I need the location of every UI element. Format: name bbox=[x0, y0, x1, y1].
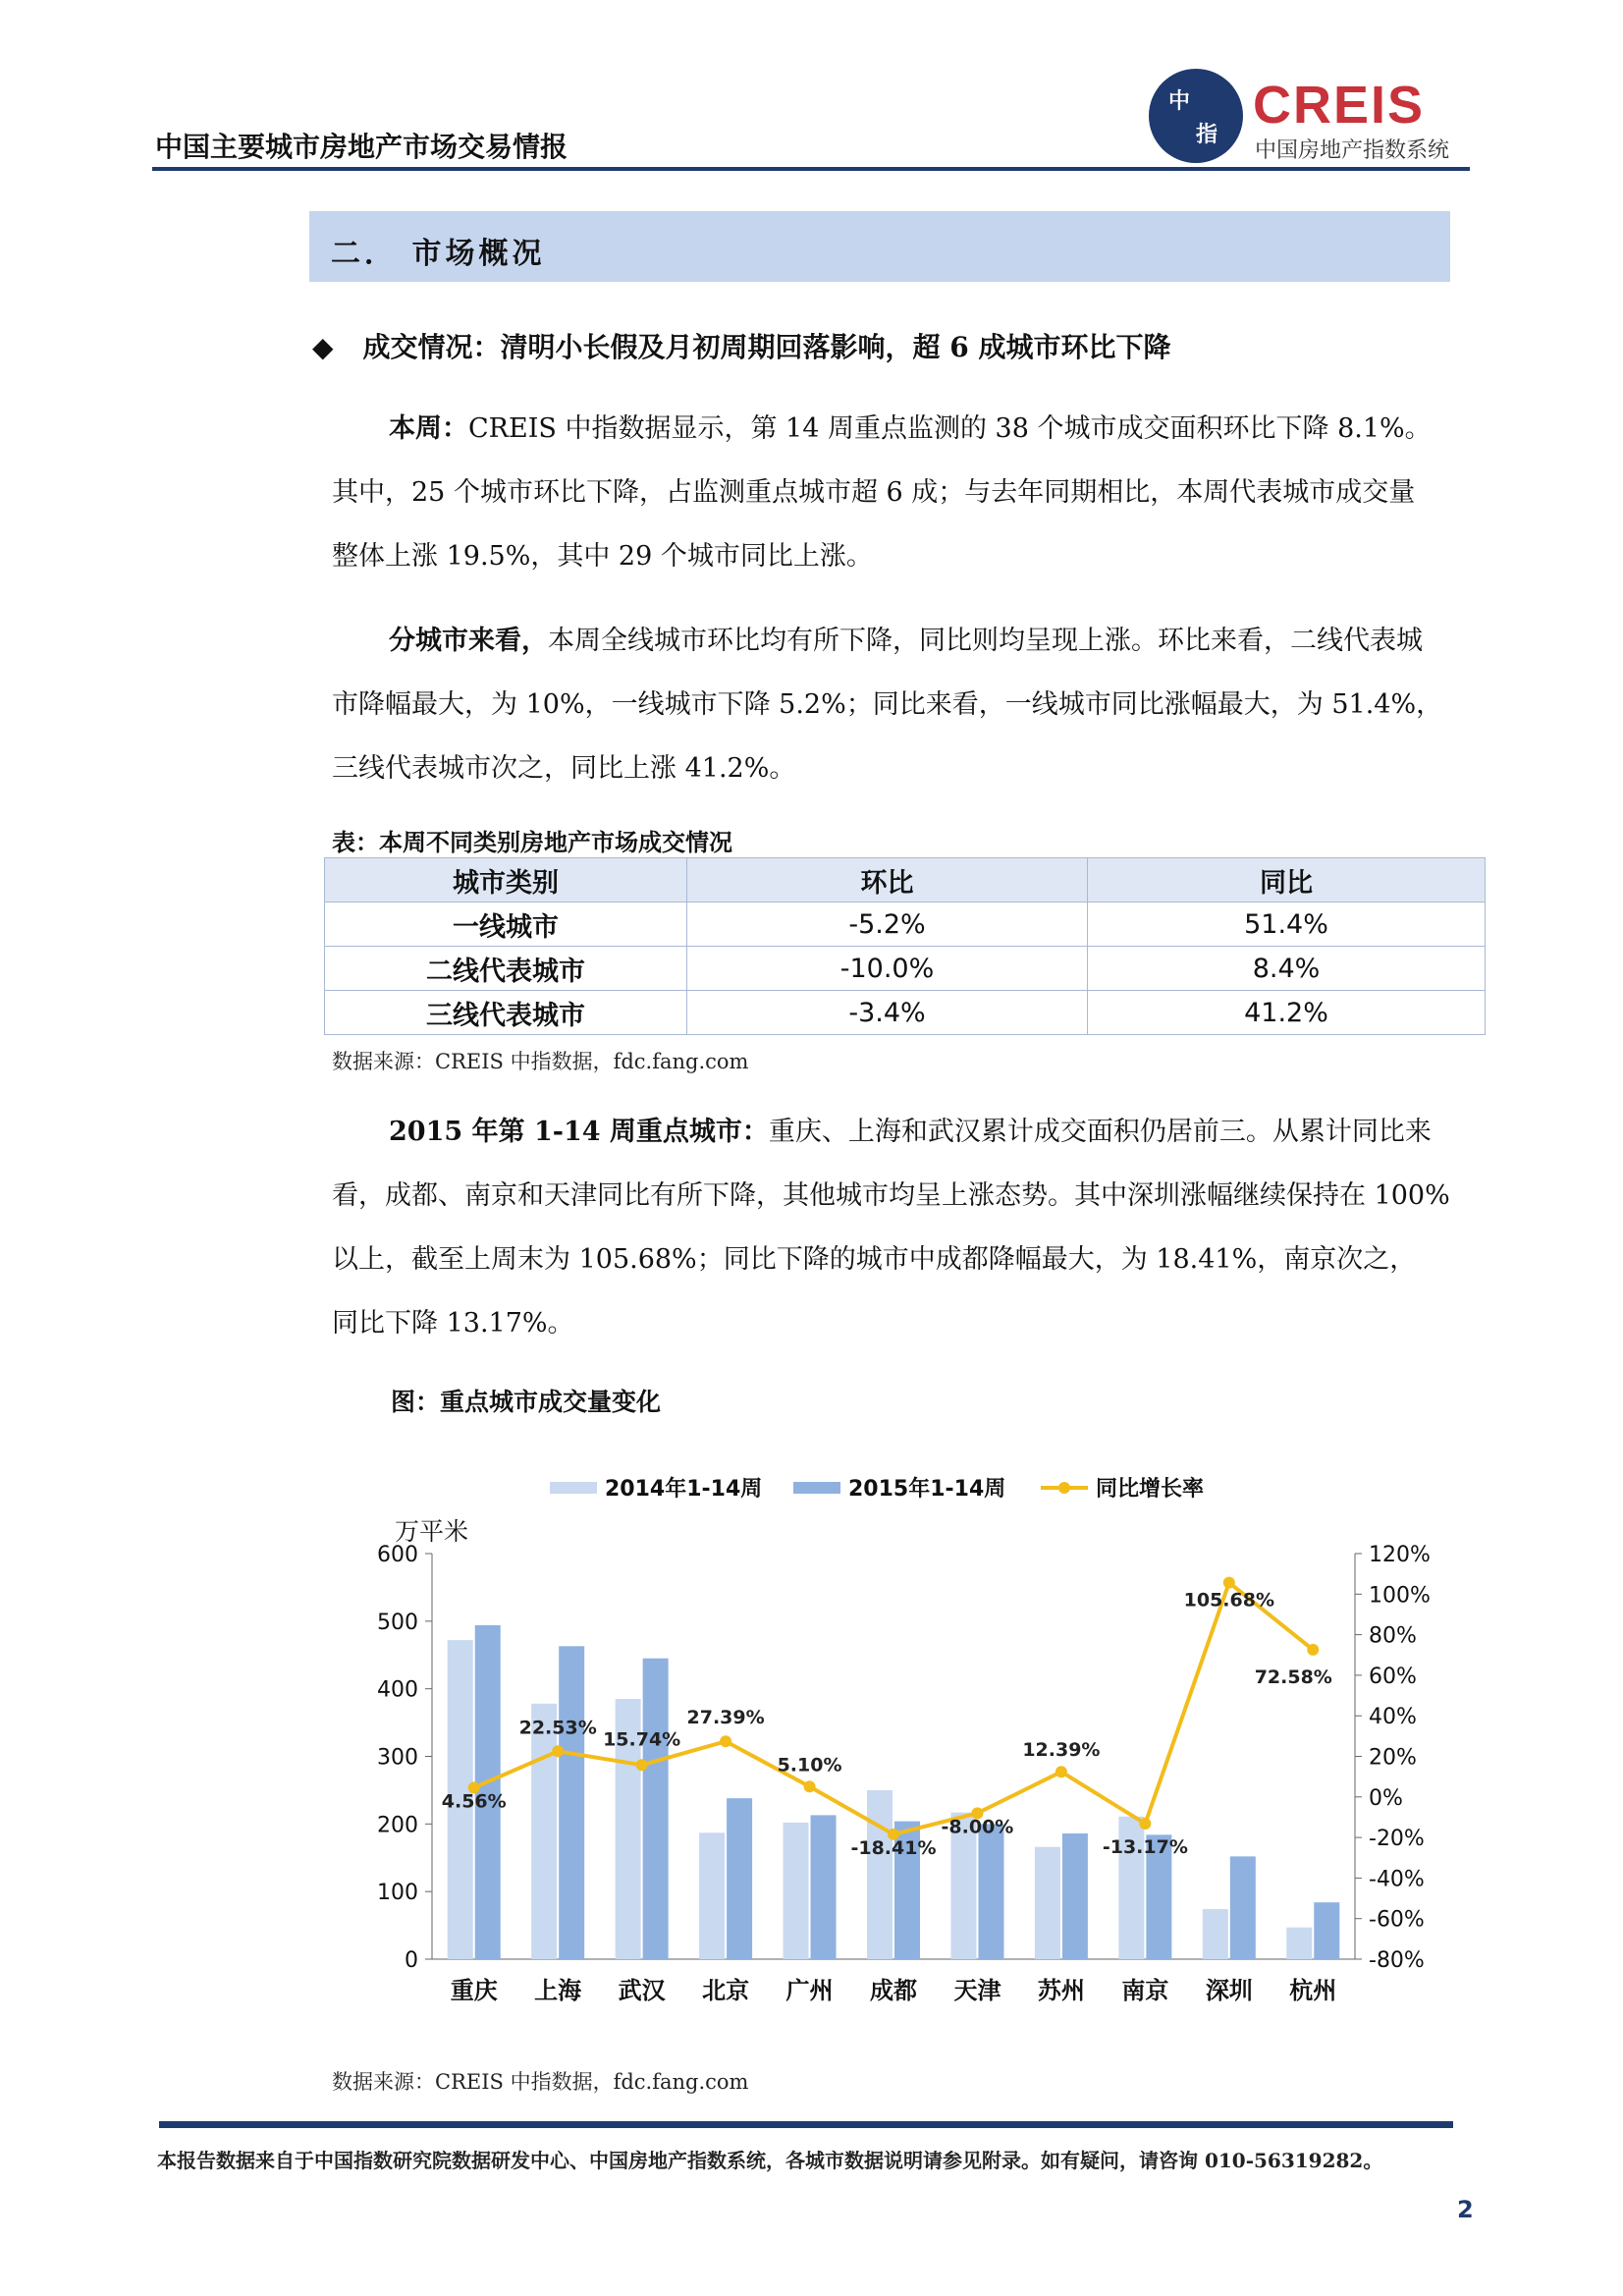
y2-tick-label: 20% bbox=[1369, 1745, 1417, 1771]
y2-tick-label: 60% bbox=[1369, 1664, 1417, 1689]
x-tick-label: 苏州 bbox=[1037, 1976, 1085, 2004]
diamond-bullet-icon: ◆ bbox=[312, 331, 334, 363]
bar bbox=[784, 1823, 809, 1959]
bar bbox=[978, 1824, 1003, 1959]
bar bbox=[727, 1798, 752, 1959]
logo-glyph: 中 bbox=[1168, 89, 1191, 114]
legend-label: 同比增长率 bbox=[1096, 1477, 1205, 1502]
data-label: -13.17% bbox=[1102, 1835, 1188, 1858]
data-label: 72.58% bbox=[1254, 1666, 1332, 1688]
bar bbox=[531, 1704, 557, 1959]
x-tick-label: 成都 bbox=[870, 1976, 917, 2004]
creis-logo bbox=[1149, 69, 1473, 167]
y-tick-label: 100 bbox=[377, 1881, 418, 1906]
legend-swatch bbox=[793, 1482, 840, 1494]
growth-point bbox=[1055, 1766, 1067, 1777]
column-header: 城市类别 bbox=[325, 858, 687, 902]
bar bbox=[867, 1790, 893, 1959]
para-line: 同比下降 13.17%。 bbox=[332, 1308, 574, 1339]
y2-tick-label: 40% bbox=[1369, 1705, 1417, 1730]
para-text: CREIS 中指数据显示，第 14 周重点监测的 38 个城市成交面积环比下降 8.1%。 bbox=[468, 413, 1432, 444]
figure-caption: 图：重点城市成交量变化 bbox=[391, 1388, 662, 1416]
logo-subtitle: 中国房地产指数系统 bbox=[1255, 138, 1450, 163]
header-divider bbox=[152, 167, 1470, 171]
para-lead: 2015 年第 1-14 周重点城市： bbox=[389, 1117, 769, 1147]
city-volume-chart bbox=[353, 1453, 1453, 2023]
column-header: 环比 bbox=[687, 858, 1088, 902]
table-source: 数据来源：CREIS 中指数据，fdc.fang.com bbox=[332, 1050, 749, 1073]
table-cell: 51.4% bbox=[1088, 902, 1486, 947]
para-lead: 本周： bbox=[389, 413, 468, 444]
report-title: 中国主要城市房地产市场交易情报 bbox=[155, 131, 568, 163]
data-label: 4.56% bbox=[441, 1790, 507, 1813]
para-line: 整体上涨 19.5%，其中 29 个城市同比上涨。 bbox=[332, 541, 873, 572]
x-tick-label: 杭州 bbox=[1289, 1976, 1337, 2004]
section-heading bbox=[309, 211, 1450, 282]
data-label: 22.53% bbox=[518, 1717, 597, 1739]
growth-point bbox=[804, 1780, 816, 1792]
data-label: 27.39% bbox=[686, 1707, 765, 1729]
data-label: 5.10% bbox=[777, 1754, 842, 1777]
growth-point bbox=[636, 1759, 648, 1771]
logo-glyph: 指 bbox=[1196, 123, 1218, 147]
y-tick-label: 0 bbox=[405, 1948, 418, 1973]
growth-point bbox=[1307, 1644, 1319, 1656]
paragraph-weekly bbox=[332, 397, 1471, 588]
para-line: 其中，25 个城市环比下降，占监测重点城市超 6 成；与去年同期相比，本周代表城市成交量 bbox=[332, 477, 1416, 508]
page-number: 2 bbox=[1457, 2196, 1474, 2223]
y-axis-title: 万平米 bbox=[395, 1517, 469, 1546]
growth-point bbox=[1223, 1577, 1235, 1589]
para-text: 本周全线城市环比均有所下降，同比则均呈现上涨。环比来看，二线代表城 bbox=[548, 626, 1423, 656]
growth-point bbox=[552, 1745, 564, 1757]
bullet-heading bbox=[312, 326, 1171, 365]
table-cell: -5.2% bbox=[687, 902, 1088, 947]
para-lead: 分城市来看， bbox=[389, 626, 548, 656]
table-row bbox=[325, 991, 1486, 1035]
table-cell: 三线代表城市 bbox=[325, 991, 687, 1035]
column-header: 同比 bbox=[1088, 858, 1486, 902]
table-cell: -10.0% bbox=[687, 947, 1088, 991]
bar bbox=[1230, 1856, 1256, 1959]
legend-label: 2015年1-14周 bbox=[848, 1477, 1006, 1502]
bar bbox=[559, 1646, 584, 1959]
table-header-row bbox=[325, 858, 1486, 902]
y-tick-label: 400 bbox=[377, 1677, 418, 1703]
footer-divider bbox=[159, 2121, 1453, 2128]
x-tick-label: 上海 bbox=[534, 1976, 582, 2004]
growth-point bbox=[720, 1735, 731, 1747]
para-line: 看，成都、南京和天津同比有所下降，其他城市均呈上涨态势。其中深圳涨幅继续保持在 100% bbox=[332, 1180, 1450, 1211]
x-tick-label: 武汉 bbox=[618, 1976, 666, 2004]
data-label: -18.41% bbox=[850, 1836, 937, 1859]
table-cell: 41.2% bbox=[1088, 991, 1486, 1035]
footer-note: 本报告数据来自于中国指数研究院数据研发中心、中国房地产指数系统，各城市数据说明请参见附录。如有疑问，请咨询 010-56319282。 bbox=[157, 2149, 1383, 2172]
y2-tick-label: -40% bbox=[1369, 1867, 1425, 1892]
table-cell: 一线城市 bbox=[325, 902, 687, 947]
para-line bbox=[332, 1100, 1471, 1164]
bar bbox=[1286, 1928, 1312, 1959]
y2-tick-label: 120% bbox=[1369, 1543, 1431, 1567]
paragraph-by-city bbox=[332, 609, 1471, 800]
logo-brand: CREIS bbox=[1253, 76, 1426, 135]
bullet-text: 成交情况：清明小长假及月初周期回落影响，超 6 成城市环比下降 bbox=[362, 331, 1171, 363]
legend-swatch bbox=[550, 1482, 597, 1494]
para-line bbox=[332, 397, 1471, 461]
y2-tick-label: 100% bbox=[1369, 1583, 1431, 1609]
growth-point bbox=[1139, 1818, 1151, 1830]
para-line: 三线代表城市次之，同比上涨 41.2%。 bbox=[332, 753, 796, 784]
y-tick-label: 300 bbox=[377, 1745, 418, 1771]
y-tick-label: 600 bbox=[377, 1543, 418, 1567]
bar bbox=[811, 1815, 837, 1959]
y2-tick-label: -20% bbox=[1369, 1827, 1425, 1852]
y2-tick-label: -80% bbox=[1369, 1948, 1425, 1973]
x-tick-label: 重庆 bbox=[450, 1976, 498, 2004]
transaction-table bbox=[324, 857, 1486, 1035]
legend-swatch bbox=[1058, 1482, 1070, 1494]
bar bbox=[699, 1832, 725, 1959]
para-line: 市降幅最大，为 10%，一线城市下降 5.2%；同比来看，一线城市同比涨幅最大，为 51.4%， bbox=[332, 689, 1443, 720]
data-label: 105.68% bbox=[1183, 1589, 1274, 1612]
y-tick-label: 500 bbox=[377, 1610, 418, 1635]
bar bbox=[1203, 1909, 1228, 1959]
table-row bbox=[325, 947, 1486, 991]
section-title: 二． 市场概况 bbox=[331, 237, 546, 271]
logo-emblem-icon bbox=[1149, 69, 1243, 163]
x-tick-label: 北京 bbox=[702, 1976, 750, 2004]
growth-line bbox=[474, 1583, 1314, 1834]
bar bbox=[1314, 1902, 1339, 1959]
y2-tick-label: 80% bbox=[1369, 1623, 1417, 1649]
data-label: 15.74% bbox=[603, 1728, 681, 1751]
y-tick-label: 200 bbox=[377, 1813, 418, 1838]
legend-label: 2014年1-14周 bbox=[605, 1477, 763, 1502]
x-tick-label: 深圳 bbox=[1205, 1976, 1253, 2004]
paragraph-key-cities bbox=[332, 1100, 1471, 1355]
x-tick-label: 天津 bbox=[953, 1976, 1001, 2004]
bar bbox=[1035, 1847, 1060, 1959]
data-label: -8.00% bbox=[941, 1816, 1014, 1838]
y2-tick-label: 0% bbox=[1369, 1785, 1403, 1811]
table-cell: 8.4% bbox=[1088, 947, 1486, 991]
table-caption: 表：本周不同类别房地产市场成交情况 bbox=[332, 828, 732, 856]
bar bbox=[643, 1659, 669, 1959]
table-row bbox=[325, 902, 1486, 947]
para-text: 重庆、上海和武汉累计成交面积仍居前三。从累计同比来 bbox=[768, 1117, 1432, 1147]
y2-tick-label: -60% bbox=[1369, 1907, 1425, 1933]
bar bbox=[1062, 1833, 1088, 1959]
x-tick-label: 南京 bbox=[1121, 1976, 1169, 2004]
para-line bbox=[332, 609, 1471, 673]
para-line: 以上，截至上周末为 105.68%；同比下降的城市中成都降幅最大，为 18.41%，南京次之， bbox=[332, 1244, 1417, 1275]
table-cell: 二线代表城市 bbox=[325, 947, 687, 991]
figure-source: 数据来源：CREIS 中指数据，fdc.fang.com bbox=[332, 2070, 749, 2094]
data-label: 12.39% bbox=[1022, 1739, 1101, 1762]
x-tick-label: 广州 bbox=[785, 1976, 834, 2004]
table-cell: -3.4% bbox=[687, 991, 1088, 1035]
